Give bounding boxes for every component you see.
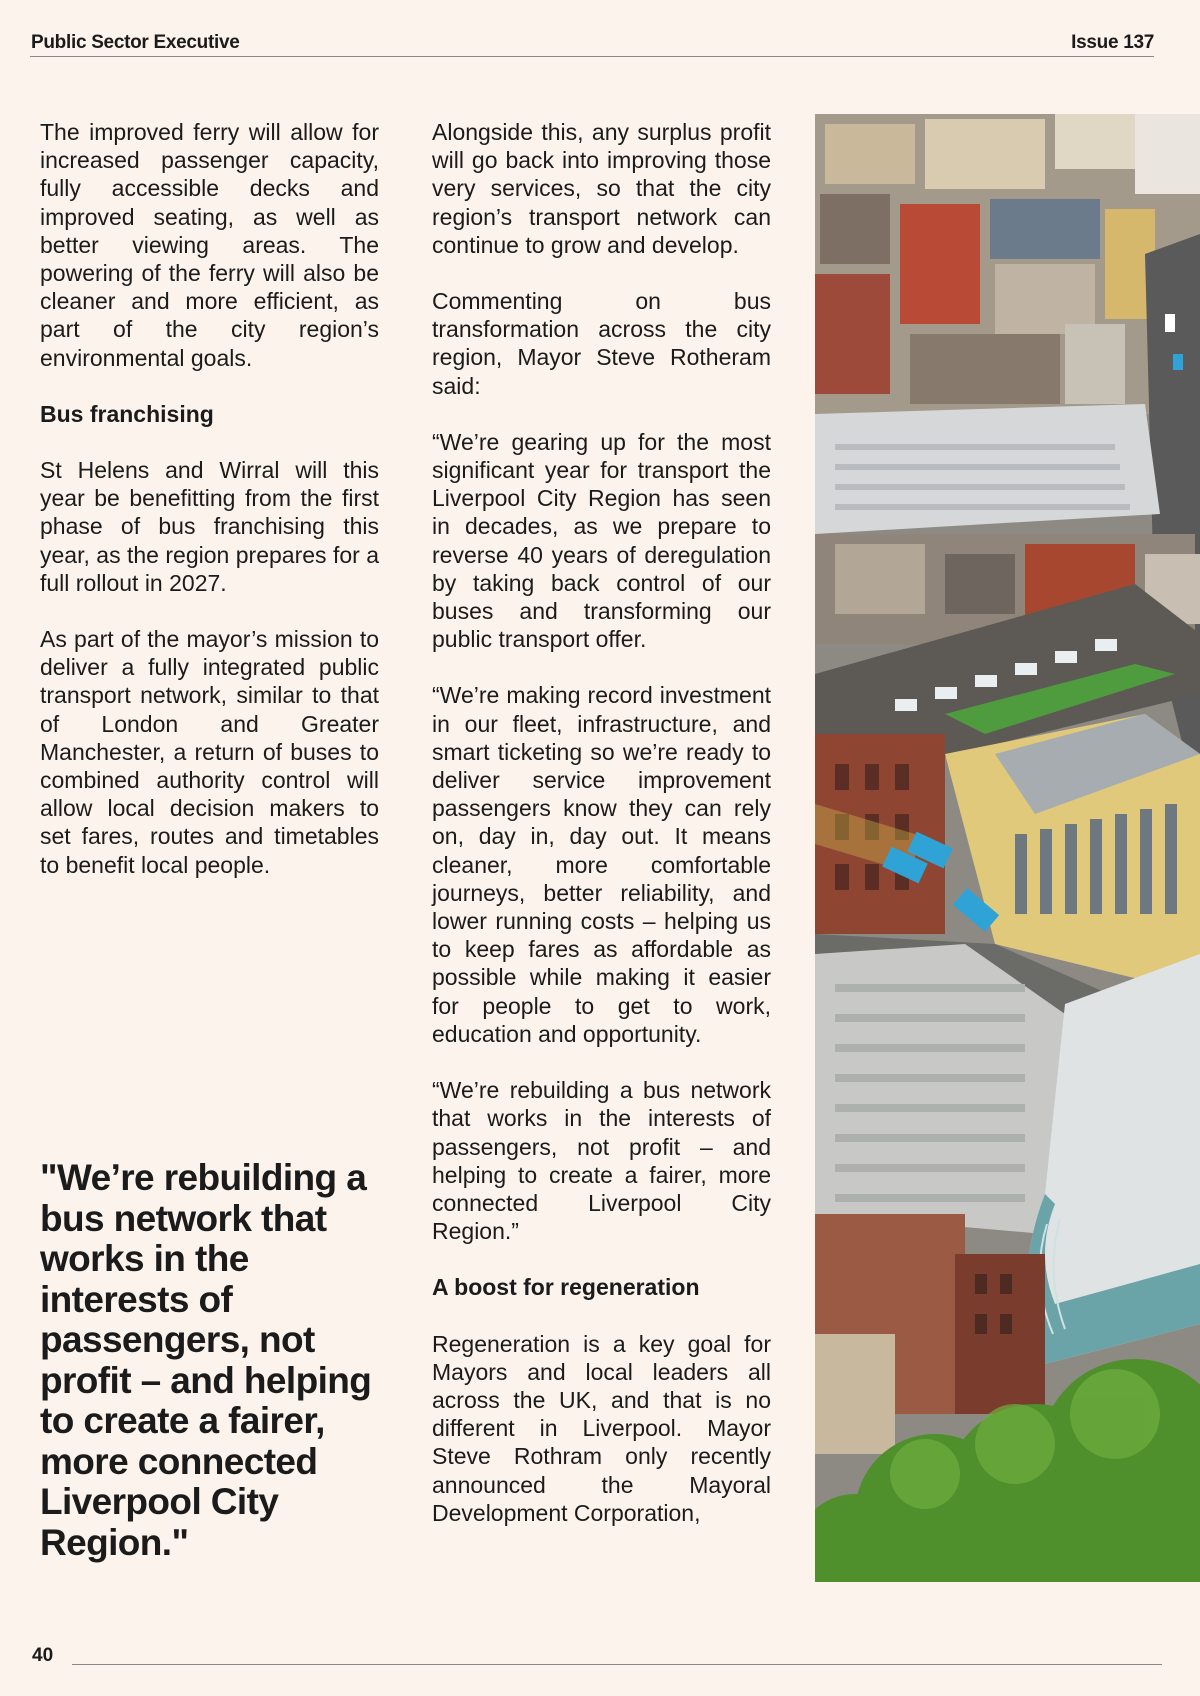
page-number: 40 <box>32 1645 54 1666</box>
paragraph: Alongside this, any surplus profit will go back into improving those very services, so that the city region’s transport network can continue to grow and develop. <box>432 119 771 258</box>
paragraph: Commenting on bus transformation across the city region, Mayor Steve Rotheram said: <box>432 288 771 399</box>
page-header <box>30 28 1154 57</box>
paragraph: The improved ferry will allow for increased passenger capacity, fully accessible decks and improved seating, as well as better viewing areas. The powering of the ferry will also be cleaner and more efficient, as part of the city region’s environmental goals. <box>40 119 379 371</box>
publication-name: Public Sector Executive <box>31 32 240 53</box>
issue-number: Issue 137 <box>1071 32 1154 53</box>
section-heading-regeneration: A boost for regeneration <box>432 1274 700 1301</box>
paragraph: Regeneration is a key goal for Mayors and local leaders all across the UK, and that is no different in Liverpool. Mayor Steve Rothram only recently announced the Mayoral Development Corporation, <box>432 1330 771 1526</box>
paragraph: St Helens and Wirral will this year be benefitting from the first phase of bus franchising this year, as the region prepares for a full rollout in 2027. <box>40 457 379 596</box>
pull-quote: "We’re rebuilding a bus network that works in the interests of passengers, not profit – and helping to create a fairer, more connected Liverpool City Region." <box>40 1157 372 1563</box>
paragraph: “We’re gearing up for the most significant year for transport the Liverpool City Region has seen in decades, as we prepare to reverse 40 years of deregulation by taking back control of our buses and transforming our public transport offer. <box>432 428 771 653</box>
aerial-city-illustration <box>815 114 1200 1582</box>
left-column <box>40 118 379 907</box>
middle-column <box>432 118 771 1555</box>
paragraph: “We’re making record investment in our fleet, infrastructure, and smart ticketing so we’re ready to deliver service improvement passengers know they can rely on, day in, day out. It means cleaner, more comfortable journeys, better reliability, and lower running costs – helping us to keep fares as affordable as possible while making it easier for people to get to work, education and opportunity. <box>432 682 771 1047</box>
section-heading-bus-franchising: Bus franchising <box>40 400 214 427</box>
footer-divider <box>72 1664 1162 1665</box>
paragraph: As part of the mayor’s mission to deliver a fully integrated public transport network, similar to that of London and Greater Manchester, a return of buses to combined authority control will allow local decision makers to set fares, routes and timetables to benefit local people. <box>40 626 379 878</box>
aerial-city-photo <box>815 114 1200 1582</box>
paragraph: “We’re rebuilding a bus network that works in the interests of passengers, not profit – and helping to create a fairer, more connected Liverpool City Region.” <box>432 1077 771 1245</box>
